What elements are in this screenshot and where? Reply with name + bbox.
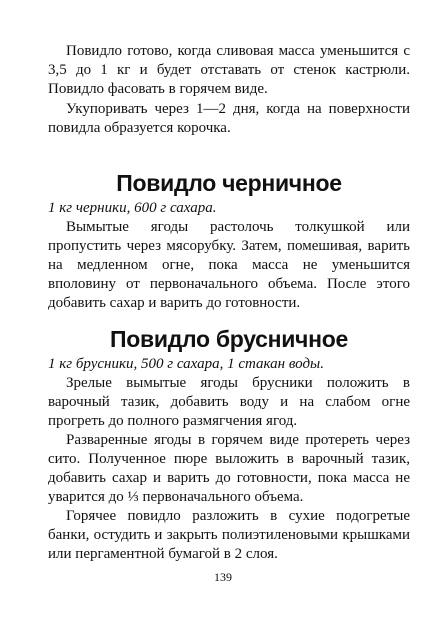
section-lingonberry-header [48,326,410,353]
section-blueberry-header [48,170,410,197]
section-title: Повидло брусничное [110,326,348,352]
recipe-paragraph: Горячее повидло разложить в сухие подогретые банки, остудить и закрыть полиэтиленовыми крышками или пергаментной бумагой в 2 слоя. [48,508,410,562]
section-blueberry-body [48,199,410,313]
recipe-paragraph: Вымытые ягоды растолочь толкушкой или пропустить через мясорубку. Затем, помешивая, варить на медленном огне, пока масса не уменьшится вполовину от первоначального объема. После этого добавить сахар и варить до готовности. [48,219,410,311]
ingredients-line: 1 кг черники, 600 г сахара. [48,200,217,216]
ingredients-line: 1 кг брусники, 500 г сахара, 1 стакан воды. [48,356,324,372]
section-title: Повидло черничное [116,170,342,196]
intro-paragraph-1: Повидло готово, когда сливовая масса уменьшится с 3,5 до 1 кг и будет отставать от стенок кастрюли. Повидло фасовать в горячем виде. [48,43,410,97]
recipe-paragraph: Разваренные ягоды в горячем виде протереть через сито. Полученное пюре выложить в варочный тазик, добавить сахар и варить до готовности, пока масса не уварится до ⅓ первоначального объема. [48,432,410,505]
intro-paragraph-2: Укупоривать через 1—2 дня, когда на поверхности повидла образуется корочка. [48,101,410,136]
page-number: 139 [214,570,232,584]
intro-text [48,42,410,138]
recipe-paragraph: Зрелые вымытые ягоды брусники положить в варочный тазик, добавить воду и на слабом огне прогреть до полного размягчения ягод. [48,375,410,429]
section-lingonberry-body [48,355,410,564]
